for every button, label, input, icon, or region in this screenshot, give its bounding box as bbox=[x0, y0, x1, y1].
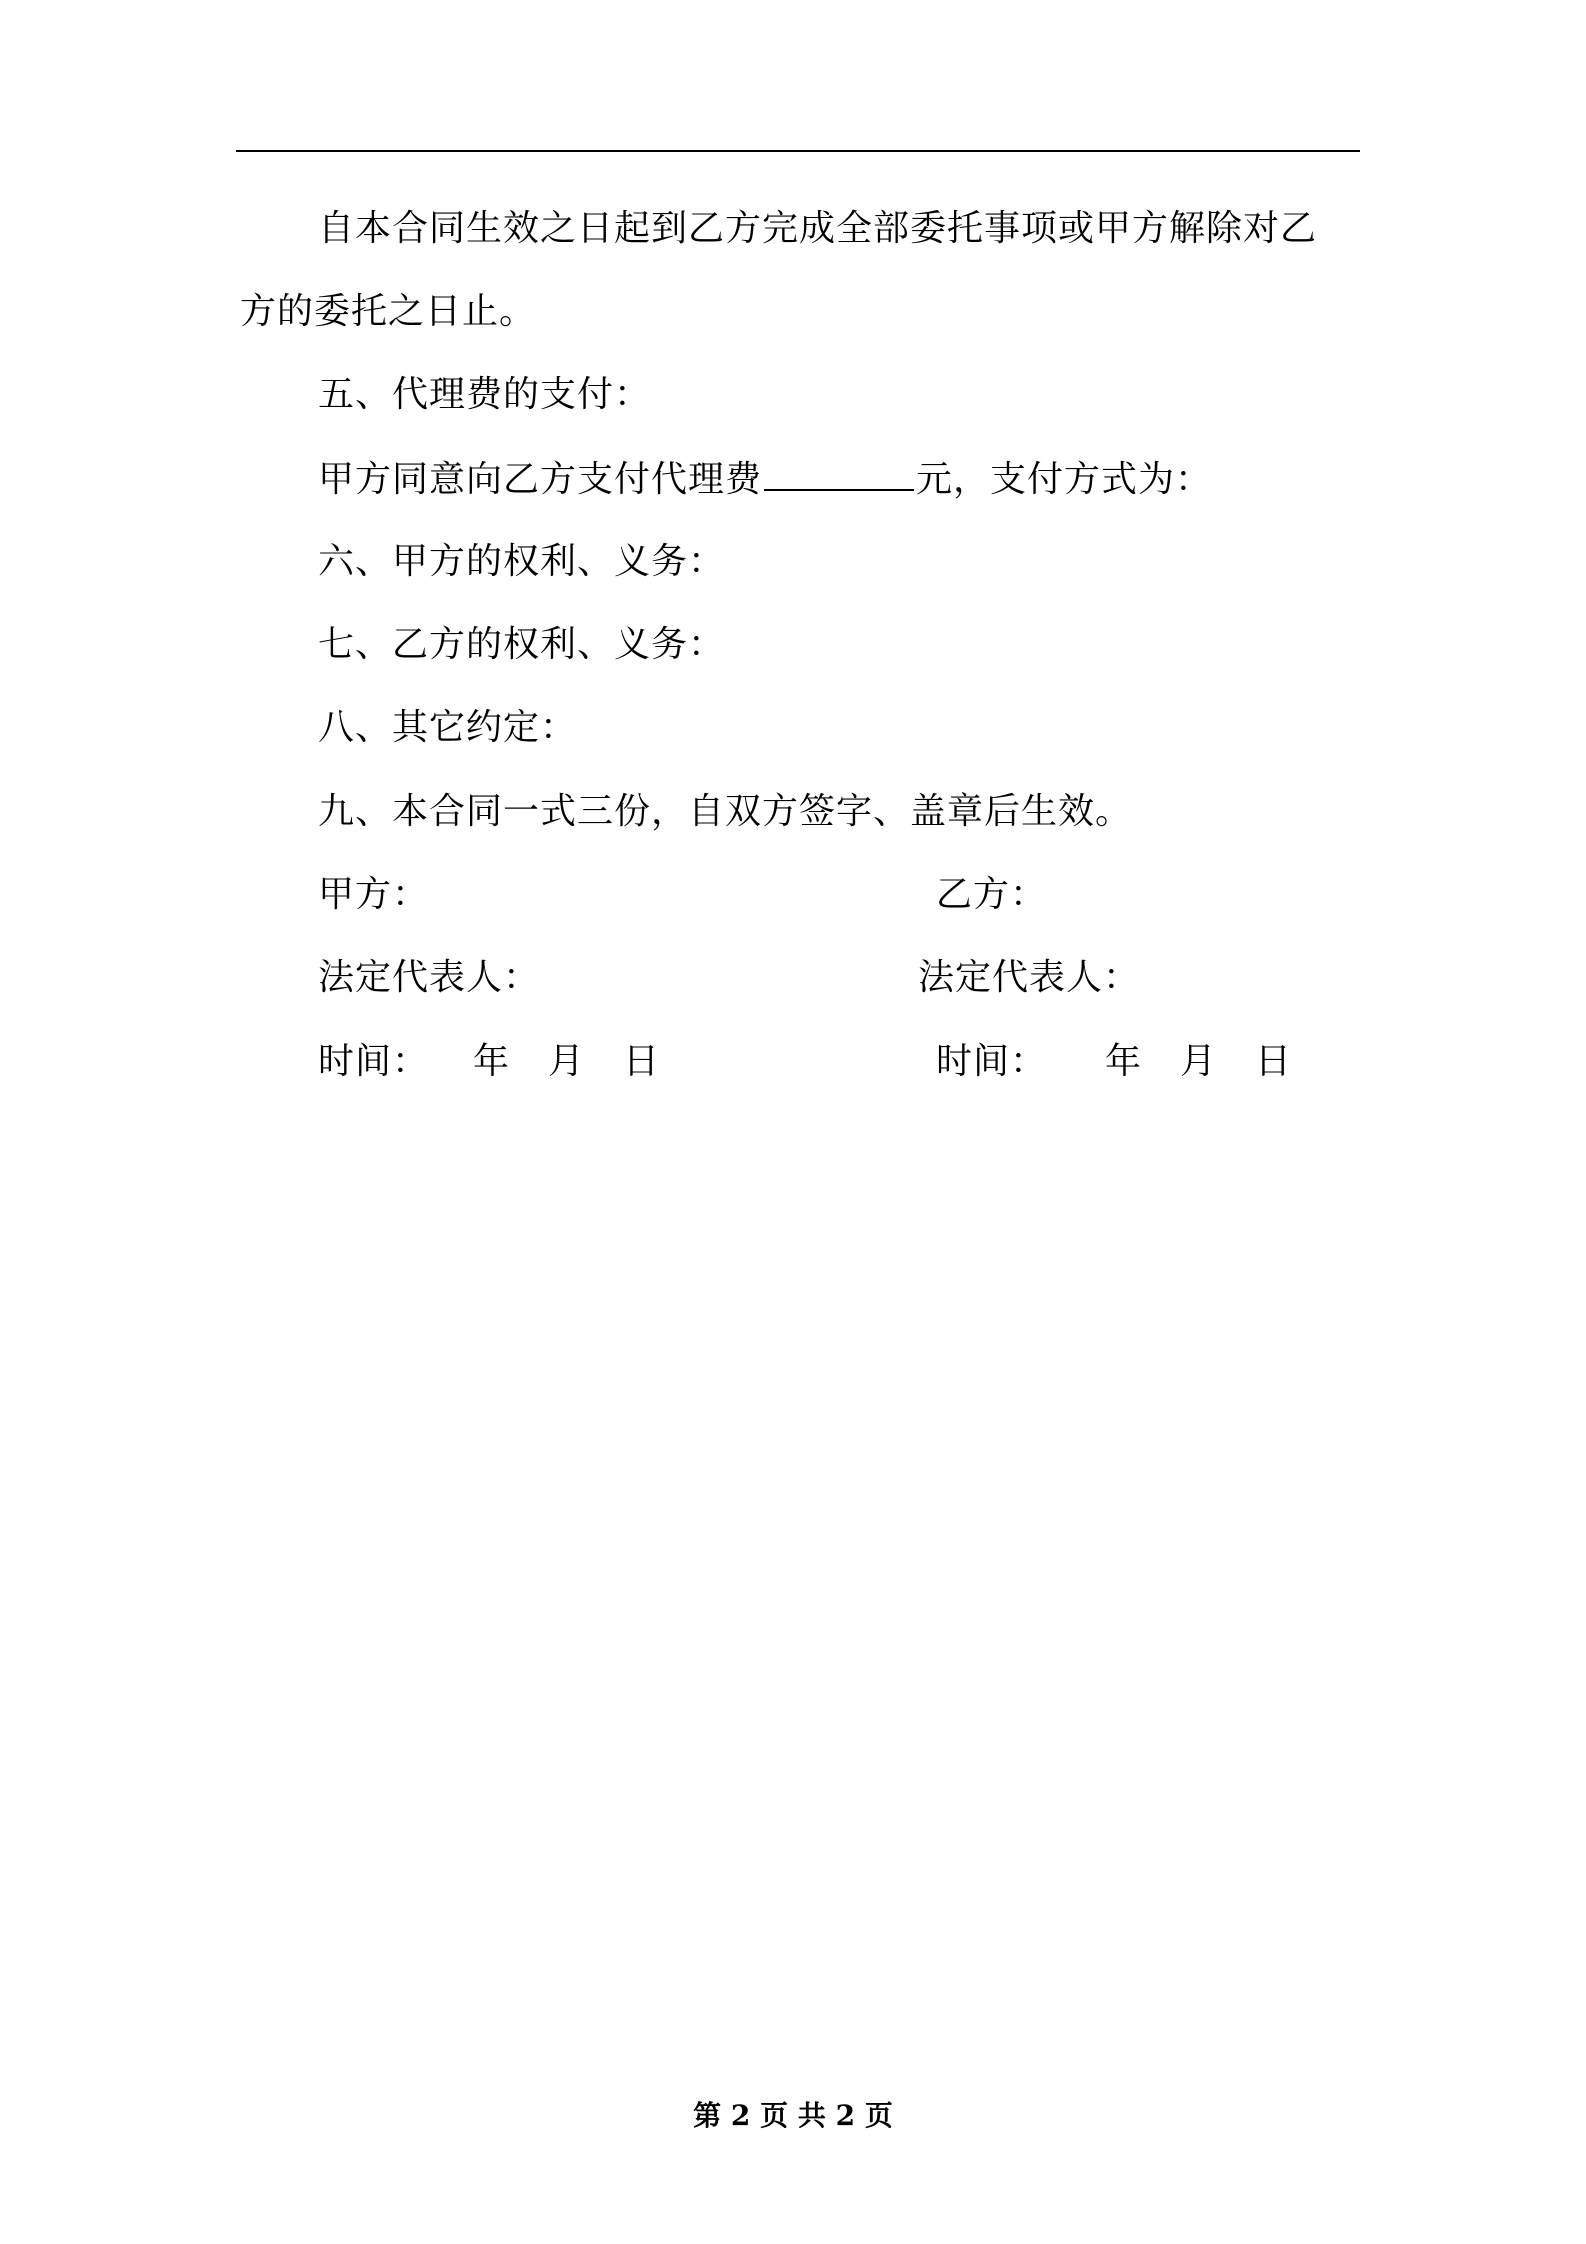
year-b: 年 bbox=[1105, 1041, 1143, 1082]
term-paragraph-line-1: 自本合同生效之日起到乙方完成全部委托事项或甲方解除对乙 bbox=[318, 208, 1318, 249]
rep-b-label: 法定代表人： bbox=[918, 957, 1141, 998]
header-rule bbox=[236, 150, 1360, 152]
time-b-label: 时间： bbox=[936, 1041, 1048, 1082]
day-a: 日 bbox=[623, 1041, 661, 1082]
payment-suffix: 元，支付方式为： bbox=[916, 459, 1213, 500]
month-b: 月 bbox=[1180, 1041, 1218, 1082]
time-a-label: 时间： bbox=[318, 1041, 430, 1082]
date-line-a bbox=[318, 1038, 660, 1086]
party-a-label: 甲方： bbox=[318, 874, 430, 915]
section-6-heading: 六、甲方的权利、义务： bbox=[318, 541, 726, 582]
month-a: 月 bbox=[548, 1041, 586, 1082]
year-a: 年 bbox=[473, 1041, 511, 1082]
day-b: 日 bbox=[1255, 1041, 1293, 1082]
section-7-heading: 七、乙方的权利、义务： bbox=[318, 624, 726, 665]
party-b-label: 乙方： bbox=[936, 874, 1048, 915]
date-line-b bbox=[936, 1038, 1292, 1086]
section-9-text: 九、本合同一式三份，自双方签字、盖章后生效。 bbox=[318, 791, 1133, 832]
rep-a-label: 法定代表人： bbox=[318, 957, 541, 998]
page-number-footer: 第 2 页 共 2 页 bbox=[693, 2099, 893, 2132]
fee-blank bbox=[764, 455, 914, 491]
payment-prefix: 甲方同意向乙方支付代理费 bbox=[318, 459, 763, 500]
payment-line bbox=[318, 455, 1212, 503]
term-paragraph-line-2: 方的委托之日止。 bbox=[240, 291, 537, 332]
section-5-heading: 五、代理费的支付： bbox=[318, 374, 652, 415]
section-8-heading: 八、其它约定： bbox=[318, 707, 578, 748]
